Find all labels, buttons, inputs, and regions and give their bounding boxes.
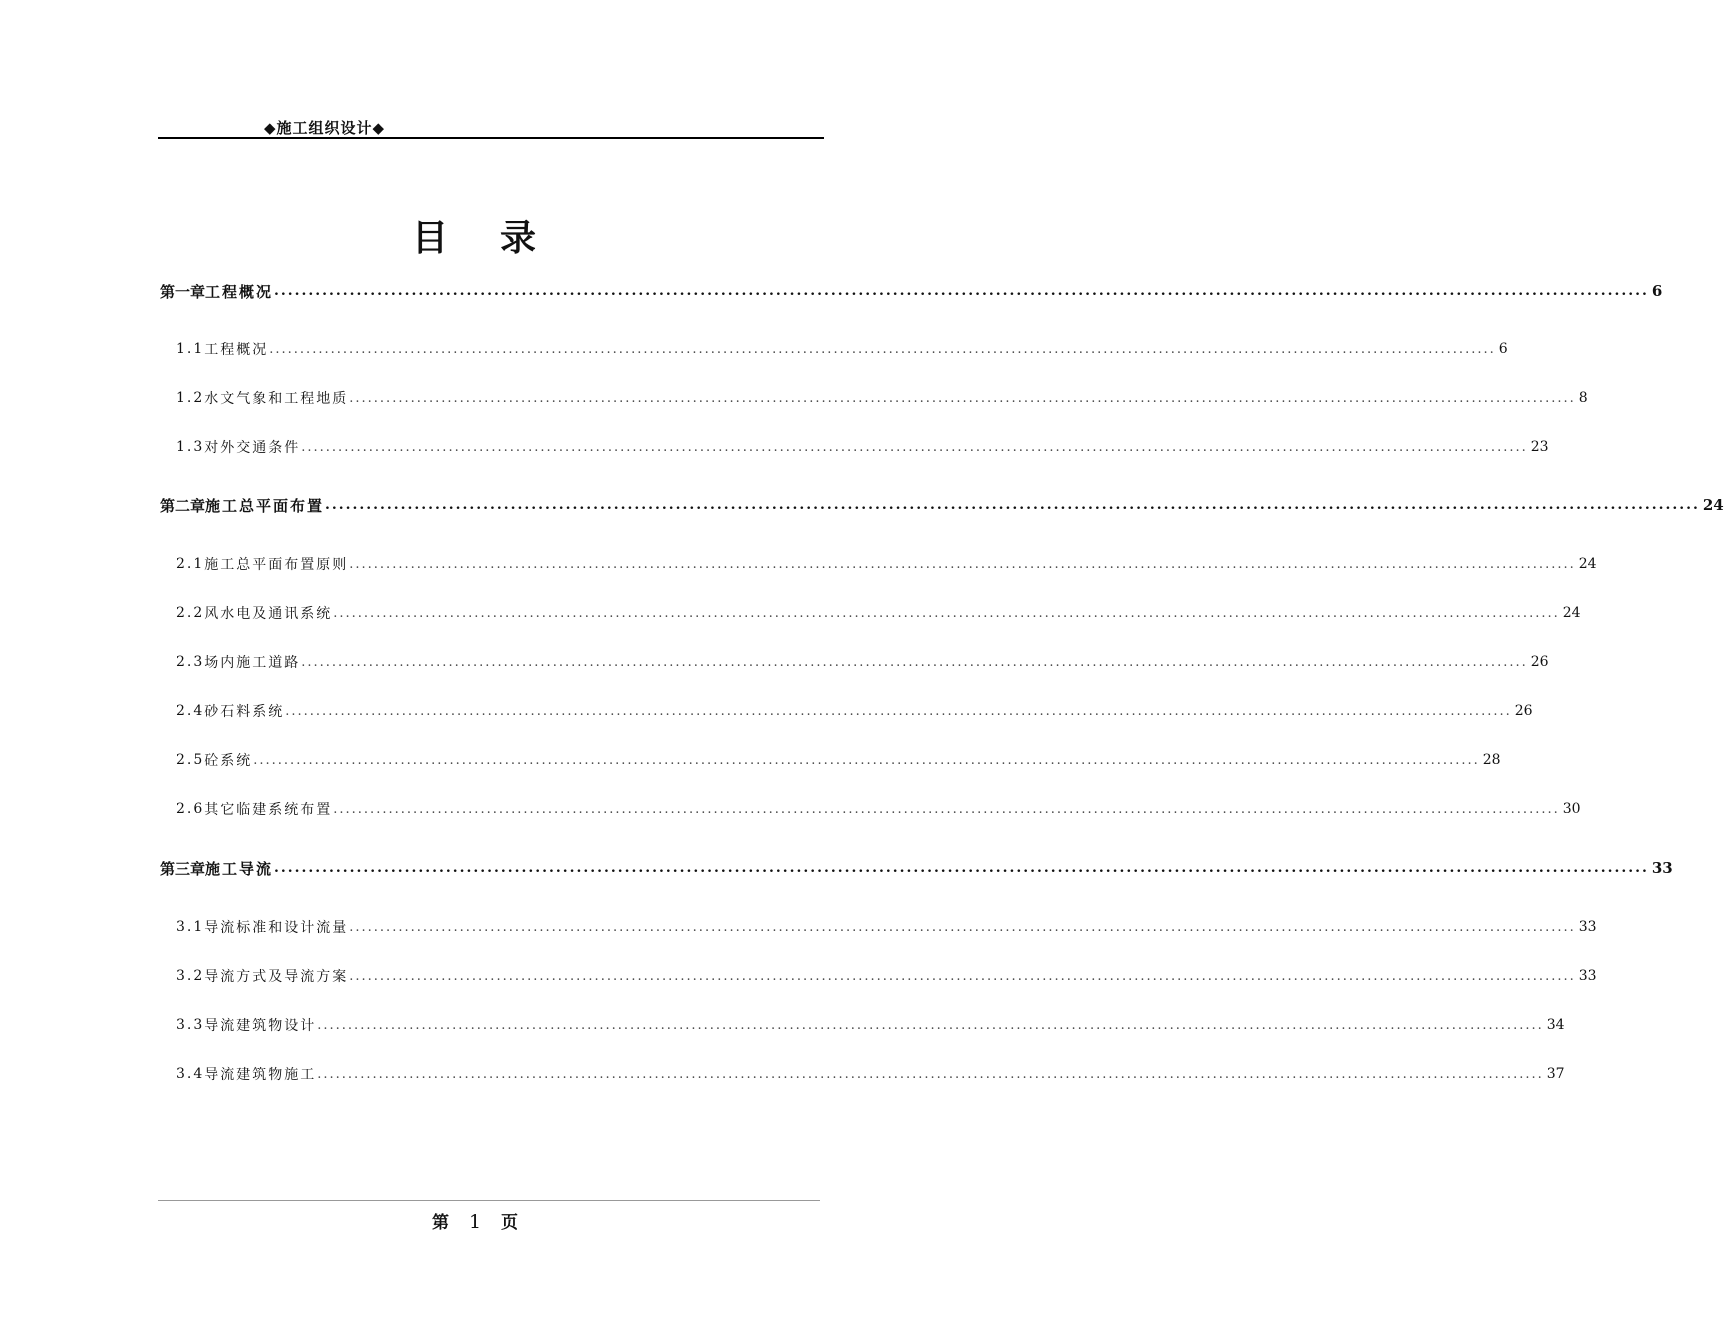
toc-title-left: 目 — [411, 218, 450, 259]
entry-title: 施工总平面布置 — [205, 496, 325, 515]
toc-entry-2-5[interactable] — [176, 749, 1501, 771]
footer-suffix: 页 — [501, 1213, 519, 1233]
entry-title: 导流建筑物设计 — [204, 1018, 317, 1034]
dot-leader: ........................................................................................................................................................................................................ — [349, 390, 1576, 406]
toc-entry-chapter-1[interactable] — [160, 280, 1663, 302]
dot-leader: ........................................................................................................................................................................................................ — [269, 341, 1496, 357]
entry-page: 28 — [1482, 752, 1501, 768]
running-header-title: ◆施工组织设计◆ — [264, 119, 386, 137]
entry-number: 2.1 — [176, 556, 205, 572]
entry-number: 第三章 — [160, 859, 206, 878]
entry-page: 8 — [1578, 390, 1588, 406]
footer-prefix: 第 — [431, 1213, 449, 1233]
dot-leader: ........................................................................................................................................................................................................ — [274, 860, 1649, 876]
entry-title: 工程概况 — [204, 342, 269, 358]
toc-entry-chapter-3[interactable] — [160, 857, 1673, 879]
entry-title: 砼系统 — [204, 753, 253, 769]
entry-title: 水文气象和工程地质 — [204, 391, 349, 407]
entry-page: 23 — [1530, 439, 1549, 455]
toc-entry-2-1[interactable] — [176, 553, 1597, 575]
dot-leader: ........................................................................................................................................................................................................ — [349, 919, 1576, 935]
entry-number: 2.5 — [176, 752, 205, 768]
entry-title: 风水电及通讯系统 — [204, 606, 333, 622]
entry-number: 3.2 — [176, 968, 205, 984]
dot-leader: ........................................................................................................................................................................................................ — [274, 283, 1649, 299]
toc-entry-3-4[interactable] — [176, 1063, 1565, 1085]
entry-title: 导流方式及导流方案 — [204, 969, 349, 985]
toc-entry-2-4[interactable] — [176, 700, 1533, 722]
toc-entry-1-1[interactable] — [176, 338, 1508, 360]
entry-title: 场内施工道路 — [204, 655, 301, 671]
entry-title: 对外交通条件 — [204, 440, 301, 456]
dot-leader: ........................................................................................................................................................................................................ — [253, 752, 1480, 768]
entry-title: 施工导流 — [205, 859, 274, 878]
entry-number: 3.3 — [176, 1017, 205, 1033]
entry-title: 施工总平面布置原则 — [204, 557, 349, 573]
entry-title: 工程概况 — [205, 282, 274, 301]
dot-leader: ........................................................................................................................................................................................................ — [349, 556, 1576, 572]
entry-page: 24 — [1578, 556, 1597, 572]
entry-page: 33 — [1578, 968, 1597, 984]
entry-page: 24 — [1702, 496, 1724, 514]
dot-leader: ........................................................................................................................................................................................................ — [325, 497, 1700, 513]
entry-page: 26 — [1514, 703, 1533, 719]
toc-title-right: 录 — [500, 218, 539, 259]
entry-number: 2.3 — [176, 654, 205, 670]
toc-entry-3-1[interactable] — [176, 916, 1597, 938]
entry-number: 2.2 — [176, 605, 205, 621]
entry-number: 1.2 — [176, 390, 205, 406]
entry-title: 导流建筑物施工 — [204, 1067, 317, 1083]
dot-leader: ........................................................................................................................................................................................................ — [317, 1066, 1544, 1082]
toc-entry-1-2[interactable] — [176, 387, 1588, 409]
entry-page: 6 — [1498, 341, 1508, 357]
footer-page-number — [0, 1208, 950, 1233]
entry-number: 3.4 — [176, 1066, 205, 1082]
entry-page: 33 — [1578, 919, 1597, 935]
footer-number: 1 — [468, 1211, 482, 1233]
toc-entry-chapter-2[interactable] — [160, 494, 1724, 516]
dot-leader: ........................................................................................................................................................................................................ — [317, 1017, 1544, 1033]
toc-entry-1-3[interactable] — [176, 436, 1549, 458]
entry-number: 2.6 — [176, 801, 205, 817]
entry-title: 导流标准和设计流量 — [204, 920, 349, 936]
dot-leader: ........................................................................................................................................................................................................ — [333, 605, 1560, 621]
entry-page: 34 — [1546, 1017, 1565, 1033]
entry-page: 24 — [1562, 605, 1581, 621]
entry-number: 1.1 — [176, 341, 205, 357]
toc-entry-2-2[interactable] — [176, 602, 1581, 624]
entry-number: 3.1 — [176, 919, 205, 935]
entry-page: 37 — [1546, 1066, 1565, 1082]
toc-entry-2-6[interactable] — [176, 798, 1581, 820]
entry-page: 30 — [1562, 801, 1581, 817]
entry-title: 其它临建系统布置 — [204, 802, 333, 818]
toc-entry-3-2[interactable] — [176, 965, 1597, 987]
dot-leader: ........................................................................................................................................................................................................ — [285, 703, 1512, 719]
dot-leader: ........................................................................................................................................................................................................ — [333, 801, 1560, 817]
toc-entry-3-3[interactable] — [176, 1014, 1565, 1036]
entry-page: 6 — [1651, 282, 1663, 300]
dot-leader: ........................................................................................................................................................................................................ — [349, 968, 1576, 984]
entry-number: 2.4 — [176, 703, 205, 719]
entry-number: 1.3 — [176, 439, 205, 455]
entry-page: 26 — [1530, 654, 1549, 670]
entry-number: 第一章 — [160, 282, 206, 301]
footer-rule — [158, 1200, 820, 1201]
entry-number: 第二章 — [160, 496, 206, 515]
dot-leader: ........................................................................................................................................................................................................ — [301, 439, 1528, 455]
toc-entry-2-3[interactable] — [176, 651, 1549, 673]
entry-title: 砂石料系统 — [204, 704, 285, 720]
entry-page: 33 — [1651, 859, 1673, 877]
dot-leader: ........................................................................................................................................................................................................ — [301, 654, 1528, 670]
